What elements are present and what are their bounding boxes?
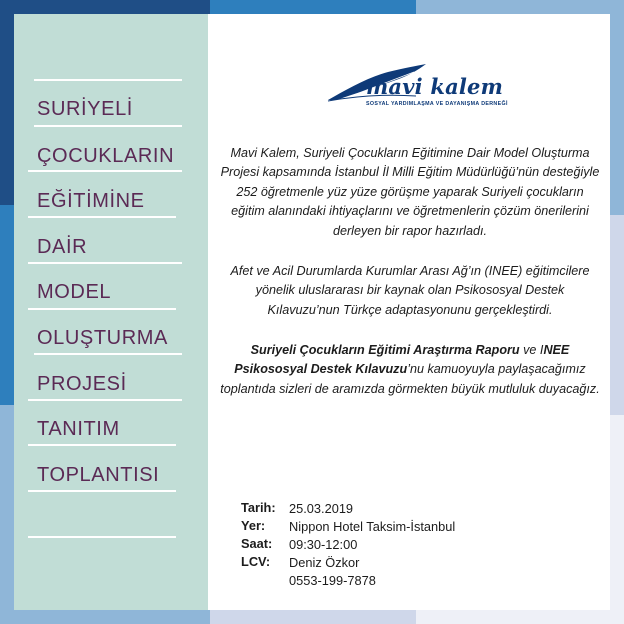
guide-title: NEE Psikososyal Destek Kılavuzu [234, 343, 570, 377]
report-title: Suriyeli Çocukların Eğitimi Araştırma Raporu [250, 343, 520, 357]
frame-block [416, 0, 624, 14]
title-divider [34, 79, 182, 81]
title-word: MODEL [37, 281, 112, 303]
frame-block [0, 405, 14, 624]
time-label: Saat: [241, 536, 273, 551]
title-word: SURİYELİ [37, 98, 133, 120]
title-divider [28, 216, 176, 218]
frame-block [210, 0, 416, 14]
frame-block [610, 415, 624, 624]
rsvp-name: Deniz Özkor [289, 555, 360, 570]
title-divider [34, 353, 182, 355]
title-word: TOPLANTISI [37, 464, 160, 486]
intro-paragraph: Mavi Kalem, Suriyeli Çocukların Eğitimine Dair Model Oluşturma Projesi kapsamında İstanbul İl Milli Eğitim Müdürlüğü’nün desteğiyle 252 öğretmenle yüz yüze görüşme yaparak Suriyeli çocukların eğitim alanındaki ihtiyaçlarını ve öğretmenlerin çözüm önerilerini derleyen bir rapor hazırladı. [220, 146, 600, 238]
date-value: 25.03.2019 [289, 501, 354, 516]
date-label: Tarih: [241, 500, 276, 515]
title-divider [34, 125, 182, 127]
title-divider [28, 444, 176, 446]
title-word: ÇOCUKLARIN [37, 145, 175, 167]
invitation-paragraph [218, 341, 602, 399]
title-divider [28, 262, 182, 264]
rsvp-phone: 0553-199-7878 [289, 573, 376, 588]
logo-subtitle: SOSYAL YARDIMLAŞMA VE DAYANIŞMA DERNEĞİ [366, 101, 508, 107]
logo-wordmark: mavi kalem [366, 74, 504, 99]
title-divider [28, 308, 176, 310]
title-word: OLUŞTURMA [37, 327, 168, 349]
paragraph-text: ’nu kamuoyuyla paylaşacağımız toplantıda sizleri de aramızda görmekten büyük mutluluk duyacağız. [220, 362, 600, 396]
frame-block [0, 205, 14, 405]
title-divider [28, 536, 176, 538]
title-word: DAİR [37, 236, 88, 258]
title-divider [28, 170, 182, 172]
frame-block [610, 215, 624, 415]
place-label: Yer: [241, 518, 266, 533]
inee-paragraph: Afet ve Acil Durumlarda Kurumlar Arası Ağ’ın (INEE) eğitimcilere yönelik uluslararası bir kaynak olan Psikososyal Destek Kılavuzu’nun Türkçe adaptasyonunu gerçekleştirdi. [230, 264, 590, 317]
place-value: Nippon Hotel Taksim-İstanbul [289, 519, 456, 534]
time-value: 09:30-12:00 [289, 537, 358, 552]
title-word: EĞİTİMİNE [37, 190, 145, 212]
title-word: PROJESİ [37, 373, 127, 395]
frame-block [610, 0, 624, 215]
title-word: TANITIM [37, 418, 120, 440]
frame-block [416, 610, 624, 624]
frame-block [210, 610, 416, 624]
frame-block [0, 610, 210, 624]
title-divider [28, 490, 176, 492]
title-divider [28, 399, 182, 401]
frame-block [0, 0, 14, 205]
frame-block [0, 0, 210, 14]
paragraph-text: ve I [519, 343, 544, 357]
rsvp-label: LCV: [241, 554, 271, 569]
